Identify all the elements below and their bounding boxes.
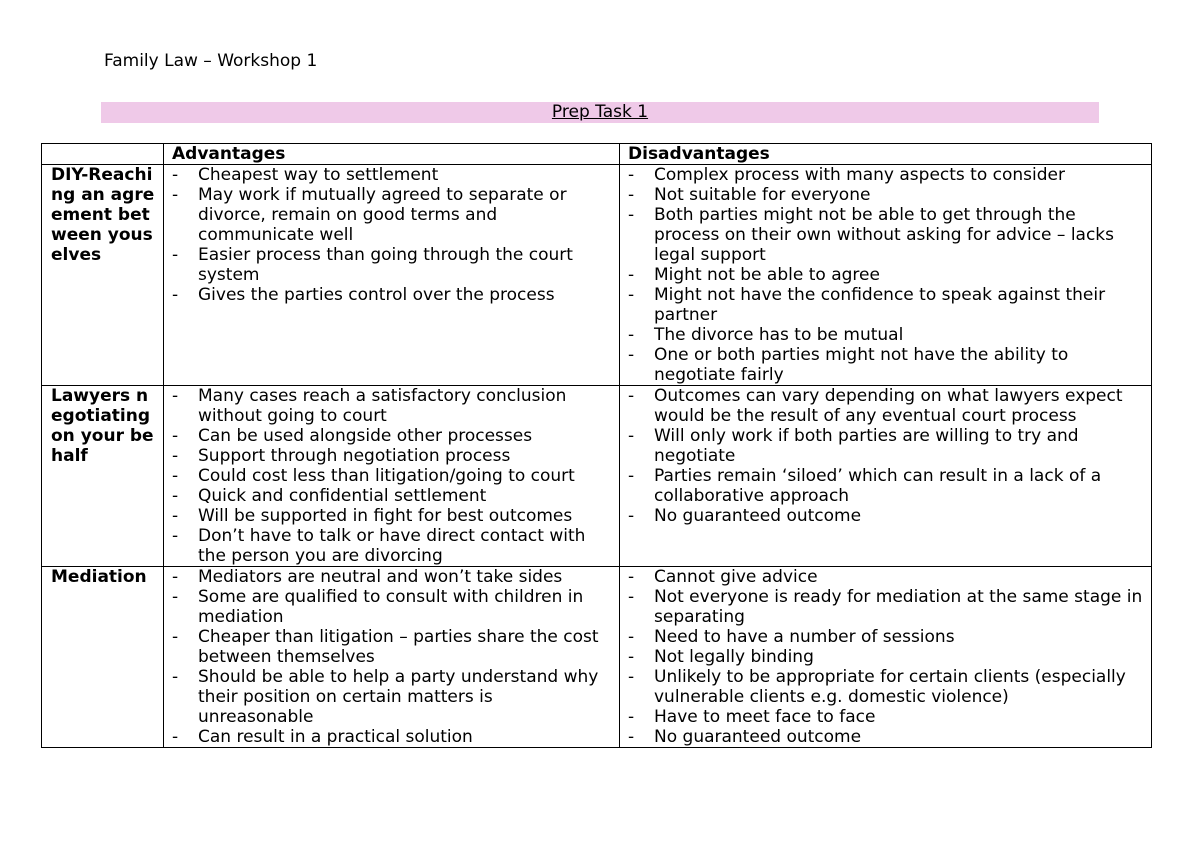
row-label: Lawyers negotiating on your behalf [42,386,164,567]
list-item: - Cheapest way to settlement [172,165,611,185]
list-item: - Should be able to help a party understand why their position on certain matters is unreasonable [172,667,611,727]
list-item: - Will only work if both parties are willing to try and negotiate [628,426,1143,466]
list-item: - Don’t have to talk or have direct contact with the person you are divorcing [172,526,611,566]
list-item: - Cheaper than litigation – parties share the cost between themselves [172,627,611,667]
list-item: - Have to meet face to face [628,707,1143,727]
list-item: - Gives the parties control over the process [172,285,611,305]
prep-table [41,143,1152,748]
table-row [42,386,1152,567]
row-label: DIY-Reaching an agreement between youselves [42,165,164,386]
list-item: - One or both parties might not have the ability to negotiate fairly [628,345,1143,385]
list-item: - Some are qualified to consult with children in mediation [172,587,611,627]
disadvantages-cell [620,165,1152,386]
list-item: - Easier process than going through the court system [172,245,611,285]
header-cell-advantages: Advantages [164,144,620,165]
table-body [42,165,1152,748]
list-item: - Many cases reach a satisfactory conclusion without going to court [172,386,611,426]
list-item: - Cannot give advice [628,567,1143,587]
table-row [42,567,1152,748]
header-cell-disadvantages: Disadvantages [620,144,1152,165]
task-heading-banner [101,102,1099,123]
list-item: - Can result in a practical solution [172,727,611,747]
list-item: - Can be used alongside other processes [172,426,611,446]
disadvantages-list [620,165,1151,385]
disadvantages-cell [620,567,1152,748]
list-item: - Not legally binding [628,647,1143,667]
task-heading: Prep Task 1 [551,102,649,122]
list-item: - Might not be able to agree [628,265,1143,285]
row-label: Mediation [42,567,164,748]
list-item: - Might not have the confidence to speak against their partner [628,285,1143,325]
list-item: - Mediators are neutral and won’t take sides [172,567,611,587]
list-item: - Could cost less than litigation/going to court [172,466,611,486]
disadvantages-list [620,567,1151,747]
document-title: Family Law – Workshop 1 [104,51,318,71]
list-item: - Parties remain ‘siloed’ which can result in a lack of a collaborative approach [628,466,1143,506]
advantages-cell [164,165,620,386]
list-item: - Outcomes can vary depending on what lawyers expect would be the result of any eventual court process [628,386,1143,426]
list-item: - The divorce has to be mutual [628,325,1143,345]
list-item: - Support through negotiation process [172,446,611,466]
list-item: - Unlikely to be appropriate for certain clients (especially vulnerable clients e.g. domestic violence) [628,667,1143,707]
list-item: - Quick and confidential settlement [172,486,611,506]
list-item: - Need to have a number of sessions [628,627,1143,647]
list-item: - No guaranteed outcome [628,727,1143,747]
table-header-row [42,144,1152,165]
list-item: - Complex process with many aspects to consider [628,165,1143,185]
disadvantages-list [620,386,1151,526]
advantages-list [164,165,619,305]
header-cell-label [42,144,164,165]
table-row [42,165,1152,386]
disadvantages-cell [620,386,1152,567]
advantages-list [164,386,619,566]
list-item: - May work if mutually agreed to separate or divorce, remain on good terms and communicate well [172,185,611,245]
advantages-list [164,567,619,747]
advantages-cell [164,386,620,567]
advantages-cell [164,567,620,748]
list-item: - No guaranteed outcome [628,506,1143,526]
list-item: - Will be supported in fight for best outcomes [172,506,611,526]
list-item: - Not everyone is ready for mediation at the same stage in separating [628,587,1143,627]
list-item: - Not suitable for everyone [628,185,1143,205]
list-item: - Both parties might not be able to get through the process on their own without asking for advice – lacks legal support [628,205,1143,265]
